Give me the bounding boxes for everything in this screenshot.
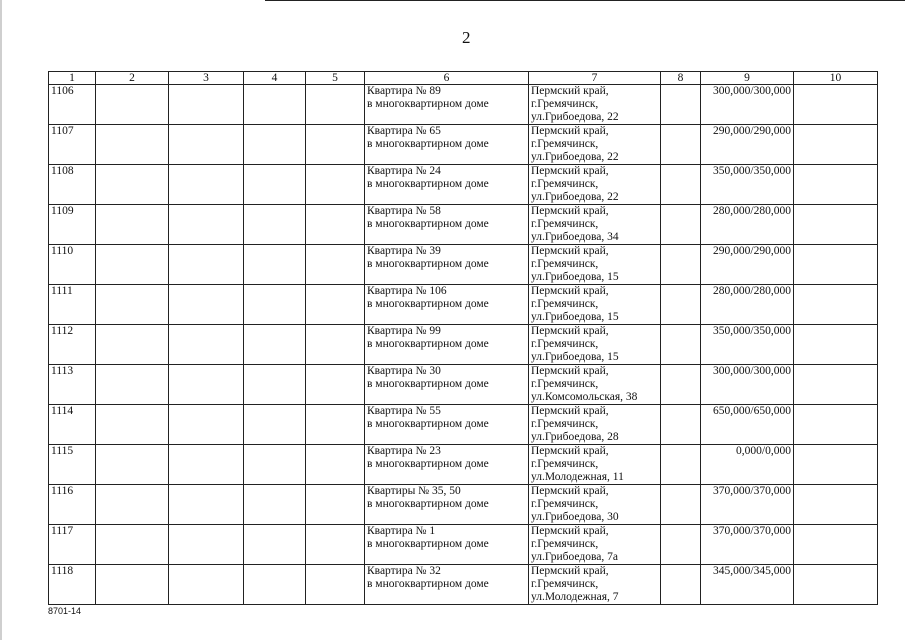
scan-left-edge <box>0 0 2 640</box>
column-header-2: 2 <box>96 72 169 85</box>
empty-cell-col-3 <box>169 125 244 165</box>
empty-cell-col-2 <box>96 85 169 125</box>
address-street-line: ул.Грибоедова, 15 <box>531 271 619 283</box>
value-cell: 650,000/650,000 <box>701 405 794 445</box>
object-name-cell <box>365 365 529 405</box>
address-street-line: ул.Молодежная, 7 <box>531 591 619 603</box>
address-city-line: г.Гремячинск, <box>531 218 599 230</box>
address-city-line: г.Гремячинск, <box>531 178 599 190</box>
row-number-cell: 1106 <box>49 85 96 125</box>
object-name-line: Квартира № 32 <box>367 565 441 577</box>
value-cell: 350,000/350,000 <box>701 165 794 205</box>
address-cell <box>529 285 661 325</box>
footer-code: 8701-14 <box>48 606 82 616</box>
empty-cell-col-2 <box>96 405 169 445</box>
empty-cell-col-5 <box>306 245 365 285</box>
table-row <box>49 205 878 245</box>
object-name-cell <box>365 525 529 565</box>
row-number-cell: 1115 <box>49 445 96 485</box>
empty-cell-col-8 <box>661 165 701 205</box>
empty-cell-col-4 <box>244 565 306 605</box>
empty-cell-col-4 <box>244 285 306 325</box>
column-header-1: 1 <box>49 72 96 85</box>
empty-cell-col-10 <box>794 525 878 565</box>
header-row <box>49 72 878 85</box>
empty-cell-col-2 <box>96 365 169 405</box>
empty-cell-col-4 <box>244 365 306 405</box>
address-cell <box>529 565 661 605</box>
object-name-cell <box>365 405 529 445</box>
empty-cell-col-3 <box>169 485 244 525</box>
table-row <box>49 445 878 485</box>
row-number-cell: 1116 <box>49 485 96 525</box>
column-header-7: 7 <box>529 72 661 85</box>
empty-cell-col-5 <box>306 205 365 245</box>
top-rule-line <box>265 0 905 1</box>
address-city-line: г.Гремячинск, <box>531 338 599 350</box>
row-number-cell: 1118 <box>49 565 96 605</box>
object-name-cell <box>365 325 529 365</box>
empty-cell-col-4 <box>244 125 306 165</box>
object-name-line: Квартира № 24 <box>367 165 441 177</box>
address-region-line: Пермский край, <box>531 445 609 457</box>
address-street-line: ул.Грибоедова, 22 <box>531 151 619 163</box>
row-number-cell: 1112 <box>49 325 96 365</box>
column-header-10: 10 <box>794 72 878 85</box>
table-row <box>49 565 878 605</box>
object-type-line: в многоквартирном доме <box>367 338 489 350</box>
empty-cell-col-3 <box>169 285 244 325</box>
address-region-line: Пермский край, <box>531 245 609 257</box>
empty-cell-col-2 <box>96 245 169 285</box>
empty-cell-col-3 <box>169 85 244 125</box>
empty-cell-col-5 <box>306 125 365 165</box>
address-city-line: г.Гремячинск, <box>531 458 599 470</box>
address-cell <box>529 245 661 285</box>
object-name-cell <box>365 565 529 605</box>
empty-cell-col-5 <box>306 285 365 325</box>
address-cell <box>529 85 661 125</box>
address-cell <box>529 525 661 565</box>
object-name-cell <box>365 165 529 205</box>
object-name-cell <box>365 445 529 485</box>
table-row <box>49 525 878 565</box>
object-name-line: Квартира № 99 <box>367 325 441 337</box>
value-cell: 300,000/300,000 <box>701 85 794 125</box>
empty-cell-col-10 <box>794 165 878 205</box>
empty-cell-col-2 <box>96 445 169 485</box>
empty-cell-col-4 <box>244 325 306 365</box>
object-type-line: в многоквартирном доме <box>367 498 489 510</box>
address-cell <box>529 325 661 365</box>
row-number-cell: 1107 <box>49 125 96 165</box>
address-street-line: ул.Молодежная, 11 <box>531 471 624 483</box>
address-cell <box>529 165 661 205</box>
object-name-line: Квартира № 23 <box>367 445 441 457</box>
object-name-line: Квартира № 1 <box>367 525 436 537</box>
value-cell: 345,000/345,000 <box>701 565 794 605</box>
empty-cell-col-8 <box>661 85 701 125</box>
address-street-line: ул.Грибоедова, 22 <box>531 111 619 123</box>
empty-cell-col-3 <box>169 205 244 245</box>
empty-cell-col-3 <box>169 525 244 565</box>
empty-cell-col-2 <box>96 525 169 565</box>
address-cell <box>529 205 661 245</box>
empty-cell-col-8 <box>661 365 701 405</box>
column-header-3: 3 <box>169 72 244 85</box>
object-name-cell <box>365 85 529 125</box>
table-row <box>49 485 878 525</box>
page-number: 2 <box>462 28 471 47</box>
address-cell <box>529 365 661 405</box>
address-cell <box>529 445 661 485</box>
empty-cell-col-4 <box>244 485 306 525</box>
empty-cell-col-5 <box>306 365 365 405</box>
object-name-line: Квартира № 58 <box>367 205 441 217</box>
value-cell: 280,000/280,000 <box>701 285 794 325</box>
address-region-line: Пермский край, <box>531 485 609 497</box>
column-header-9: 9 <box>701 72 794 85</box>
empty-cell-col-2 <box>96 565 169 605</box>
value-cell: 370,000/370,000 <box>701 525 794 565</box>
address-region-line: Пермский край, <box>531 405 609 417</box>
value-cell: 370,000/370,000 <box>701 485 794 525</box>
empty-cell-col-5 <box>306 85 365 125</box>
object-name-line: Квартира № 89 <box>367 85 441 97</box>
empty-cell-col-8 <box>661 245 701 285</box>
address-region-line: Пермский край, <box>531 165 609 177</box>
object-name-cell <box>365 485 529 525</box>
row-number-cell: 1109 <box>49 205 96 245</box>
row-number-cell: 1114 <box>49 405 96 445</box>
address-cell <box>529 405 661 445</box>
empty-cell-col-10 <box>794 245 878 285</box>
empty-cell-col-2 <box>96 285 169 325</box>
empty-cell-col-10 <box>794 285 878 325</box>
empty-cell-col-3 <box>169 365 244 405</box>
value-cell: 280,000/280,000 <box>701 205 794 245</box>
empty-cell-col-10 <box>794 365 878 405</box>
row-number-cell: 1111 <box>49 285 96 325</box>
address-street-line: ул.Грибоедова, 7а <box>531 551 618 563</box>
empty-cell-col-3 <box>169 405 244 445</box>
column-header-8: 8 <box>661 72 701 85</box>
empty-cell-col-2 <box>96 325 169 365</box>
address-city-line: г.Гремячинск, <box>531 538 599 550</box>
table-row <box>49 85 878 125</box>
object-name-cell <box>365 285 529 325</box>
address-street-line: ул.Грибоедова, 30 <box>531 511 619 523</box>
empty-cell-col-3 <box>169 245 244 285</box>
object-name-line: Квартира № 65 <box>367 125 441 137</box>
address-street-line: ул.Комсомольская, 38 <box>531 391 638 403</box>
table-row <box>49 165 878 205</box>
address-city-line: г.Гремячинск, <box>531 378 599 390</box>
empty-cell-col-8 <box>661 405 701 445</box>
table-row <box>49 245 878 285</box>
value-cell: 290,000/290,000 <box>701 125 794 165</box>
address-cell <box>529 125 661 165</box>
table-row <box>49 325 878 365</box>
empty-cell-col-10 <box>794 485 878 525</box>
empty-cell-col-8 <box>661 525 701 565</box>
object-name-line: Квартира № 106 <box>367 285 447 297</box>
value-cell: 0,000/0,000 <box>701 445 794 485</box>
table-row <box>49 125 878 165</box>
empty-cell-col-3 <box>169 565 244 605</box>
empty-cell-col-4 <box>244 205 306 245</box>
object-name-cell <box>365 125 529 165</box>
empty-cell-col-5 <box>306 405 365 445</box>
object-type-line: в многоквартирном доме <box>367 258 489 270</box>
value-cell: 300,000/300,000 <box>701 365 794 405</box>
address-city-line: г.Гремячинск, <box>531 298 599 310</box>
address-street-line: ул.Грибоедова, 22 <box>531 191 619 203</box>
empty-cell-col-5 <box>306 445 365 485</box>
object-type-line: в многоквартирном доме <box>367 138 489 150</box>
object-type-line: в многоквартирном доме <box>367 578 489 590</box>
value-cell: 290,000/290,000 <box>701 245 794 285</box>
value-cell: 350,000/350,000 <box>701 325 794 365</box>
empty-cell-col-2 <box>96 125 169 165</box>
empty-cell-col-2 <box>96 205 169 245</box>
address-city-line: г.Гремячинск, <box>531 138 599 150</box>
empty-cell-col-3 <box>169 165 244 205</box>
column-header-6: 6 <box>365 72 529 85</box>
empty-cell-col-5 <box>306 165 365 205</box>
object-type-line: в многоквартирном доме <box>367 538 489 550</box>
empty-cell-col-3 <box>169 445 244 485</box>
empty-cell-col-4 <box>244 525 306 565</box>
empty-cell-col-10 <box>794 565 878 605</box>
object-type-line: в многоквартирном доме <box>367 218 489 230</box>
object-type-line: в многоквартирном доме <box>367 458 489 470</box>
address-region-line: Пермский край, <box>531 365 609 377</box>
empty-cell-col-4 <box>244 445 306 485</box>
empty-cell-col-10 <box>794 445 878 485</box>
object-type-line: в многоквартирном доме <box>367 98 489 110</box>
object-name-line: Квартира № 30 <box>367 365 441 377</box>
address-region-line: Пермский край, <box>531 325 609 337</box>
empty-cell-col-5 <box>306 525 365 565</box>
empty-cell-col-10 <box>794 405 878 445</box>
column-header-5: 5 <box>306 72 365 85</box>
object-name-line: Квартира № 39 <box>367 245 441 257</box>
address-city-line: г.Гремячинск, <box>531 258 599 270</box>
empty-cell-col-8 <box>661 205 701 245</box>
object-type-line: в многоквартирном доме <box>367 378 489 390</box>
address-street-line: ул.Грибоедова, 15 <box>531 351 619 363</box>
registry-table <box>48 71 878 605</box>
table-row <box>49 285 878 325</box>
row-number-cell: 1108 <box>49 165 96 205</box>
address-region-line: Пермский край, <box>531 565 609 577</box>
empty-cell-col-10 <box>794 125 878 165</box>
empty-cell-col-5 <box>306 325 365 365</box>
empty-cell-col-4 <box>244 165 306 205</box>
object-type-line: в многоквартирном доме <box>367 178 489 190</box>
address-region-line: Пермский край, <box>531 525 609 537</box>
empty-cell-col-4 <box>244 85 306 125</box>
row-number-cell: 1117 <box>49 525 96 565</box>
empty-cell-col-10 <box>794 85 878 125</box>
object-name-line: Квартиры № 35, 50 <box>367 485 461 497</box>
address-street-line: ул.Грибоедова, 28 <box>531 431 619 443</box>
empty-cell-col-8 <box>661 285 701 325</box>
address-region-line: Пермский край, <box>531 125 609 137</box>
object-type-line: в многоквартирном доме <box>367 418 489 430</box>
empty-cell-col-4 <box>244 405 306 445</box>
address-city-line: г.Гремячинск, <box>531 578 599 590</box>
table-row <box>49 405 878 445</box>
empty-cell-col-2 <box>96 485 169 525</box>
empty-cell-col-3 <box>169 325 244 365</box>
object-name-cell <box>365 205 529 245</box>
object-name-line: Квартира № 55 <box>367 405 441 417</box>
empty-cell-col-10 <box>794 325 878 365</box>
empty-cell-col-10 <box>794 205 878 245</box>
address-street-line: ул.Грибоедова, 34 <box>531 231 619 243</box>
table-row <box>49 365 878 405</box>
address-region-line: Пермский край, <box>531 285 609 297</box>
row-number-cell: 1113 <box>49 365 96 405</box>
address-street-line: ул.Грибоедова, 15 <box>531 311 619 323</box>
empty-cell-col-4 <box>244 245 306 285</box>
empty-cell-col-8 <box>661 485 701 525</box>
column-header-4: 4 <box>244 72 306 85</box>
empty-cell-col-8 <box>661 325 701 365</box>
address-cell <box>529 485 661 525</box>
address-region-line: Пермский край, <box>531 85 609 97</box>
object-name-cell <box>365 245 529 285</box>
empty-cell-col-5 <box>306 485 365 525</box>
empty-cell-col-5 <box>306 565 365 605</box>
address-city-line: г.Гремячинск, <box>531 98 599 110</box>
address-city-line: г.Гремячинск, <box>531 418 599 430</box>
empty-cell-col-8 <box>661 565 701 605</box>
address-region-line: Пермский край, <box>531 205 609 217</box>
address-city-line: г.Гремячинск, <box>531 498 599 510</box>
empty-cell-col-2 <box>96 165 169 205</box>
row-number-cell: 1110 <box>49 245 96 285</box>
empty-cell-col-8 <box>661 125 701 165</box>
empty-cell-col-8 <box>661 445 701 485</box>
object-type-line: в многоквартирном доме <box>367 298 489 310</box>
